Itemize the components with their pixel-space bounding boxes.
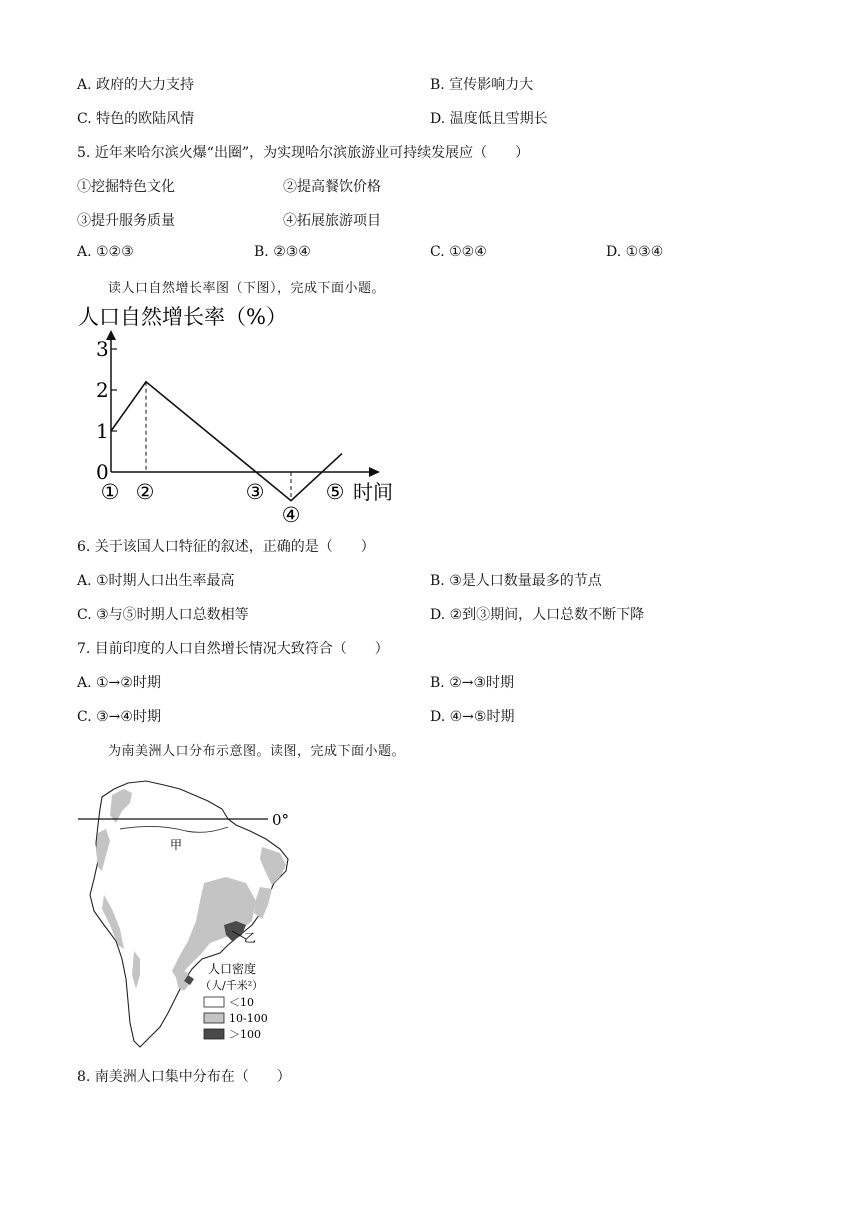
q5-option-a: A. ①②③ [77,244,134,260]
south-america-population-map [76,775,301,1055]
legend-label-low: ＜10 [229,996,254,1009]
chart-x-label-period-4: ④ [281,503,301,527]
chart-y-tick-1: 1 [96,419,109,443]
chart-y-tick-3: 3 [96,337,109,361]
equator-label: 0° [272,811,290,829]
q4-option-a: A. 政府的大力支持 [77,77,195,93]
intro-population-chart: 读人口自然增长率图（下图），完成下面小题。 [108,281,386,296]
q8-stem: 8. 南美洲人口集中分布在（ ） [77,1069,291,1085]
q6-option-b: B. ③是人口数量最多的节点 [430,573,602,589]
legend-swatch-high [204,1029,224,1039]
legend-swatch-mid [204,1013,224,1023]
label-jia: 甲 [170,838,183,852]
q4-option-b: B. 宣传影响力大 [430,77,534,93]
chart-x-label-period-1: ① [100,480,120,504]
q7-option-b: B. ②→③时期 [430,675,515,691]
legend-swatch-low [204,997,224,1007]
legend-label-high: ＞100 [229,1028,261,1041]
q5-option-d: D. ①③④ [606,244,664,260]
chart-y-ticks [96,337,117,484]
label-yi: 乙 [244,931,257,945]
q5-item-2: ②提高餐饮价格 [283,179,381,195]
q7-option-d: D. ④→⑤时期 [430,709,515,725]
q6-option-c: C. ③与⑤时期人口总数相等 [77,607,249,623]
chart-x-label-period-5: ⑤ [325,480,345,504]
q5-item-3: ③提升服务质量 [77,213,175,229]
chart-x-label: 时间 [353,480,393,504]
chart-y-tick-0: 0 [96,460,109,484]
chart-x-arrow [369,467,380,477]
chart-y-tick-2: 2 [96,378,109,402]
q6-option-a: A. ①时期人口出生率最高 [77,573,235,589]
legend-unit: （人/千米²） [200,979,264,992]
population-growth-chart [70,300,410,530]
q6-option-d: D. ②到③期间，人口总数不断下降 [430,607,645,623]
chart-y-label: 人口自然增长率（%） [78,305,287,329]
legend-title: 人口密度 [208,962,257,976]
q5-option-c: C. ①②④ [430,244,487,260]
q5-item-4: ④拓展旅游项目 [283,213,381,229]
q4-option-d: D. 温度低且雪期长 [430,111,548,127]
q5-stem: 5. 近年来哈尔滨火爆“出圈”，为实现哈尔滨旅游业可持续发展应（ ） [77,145,530,161]
q7-option-c: C. ③→④时期 [77,709,161,725]
q5-option-b: B. ②③④ [254,244,311,260]
q6-stem: 6. 关于该国人口特征的叙述，正确的是（ ） [77,539,375,555]
chart-x-label-period-3: ③ [245,480,265,504]
q7-option-a: A. ①→②时期 [77,675,161,691]
legend-label-mid: 10-100 [229,1012,268,1025]
q7-stem: 7. 目前印度的人口自然增长情况大致符合（ ） [77,641,389,657]
chart-x-label-period-2: ② [135,480,155,504]
q5-item-1: ①挖掘特色文化 [77,179,175,195]
q4-option-c: C. 特色的欧陆风情 [77,111,195,127]
intro-south-america-map: 为南美洲人口分布示意图。读图，完成下面小题。 [108,744,406,759]
